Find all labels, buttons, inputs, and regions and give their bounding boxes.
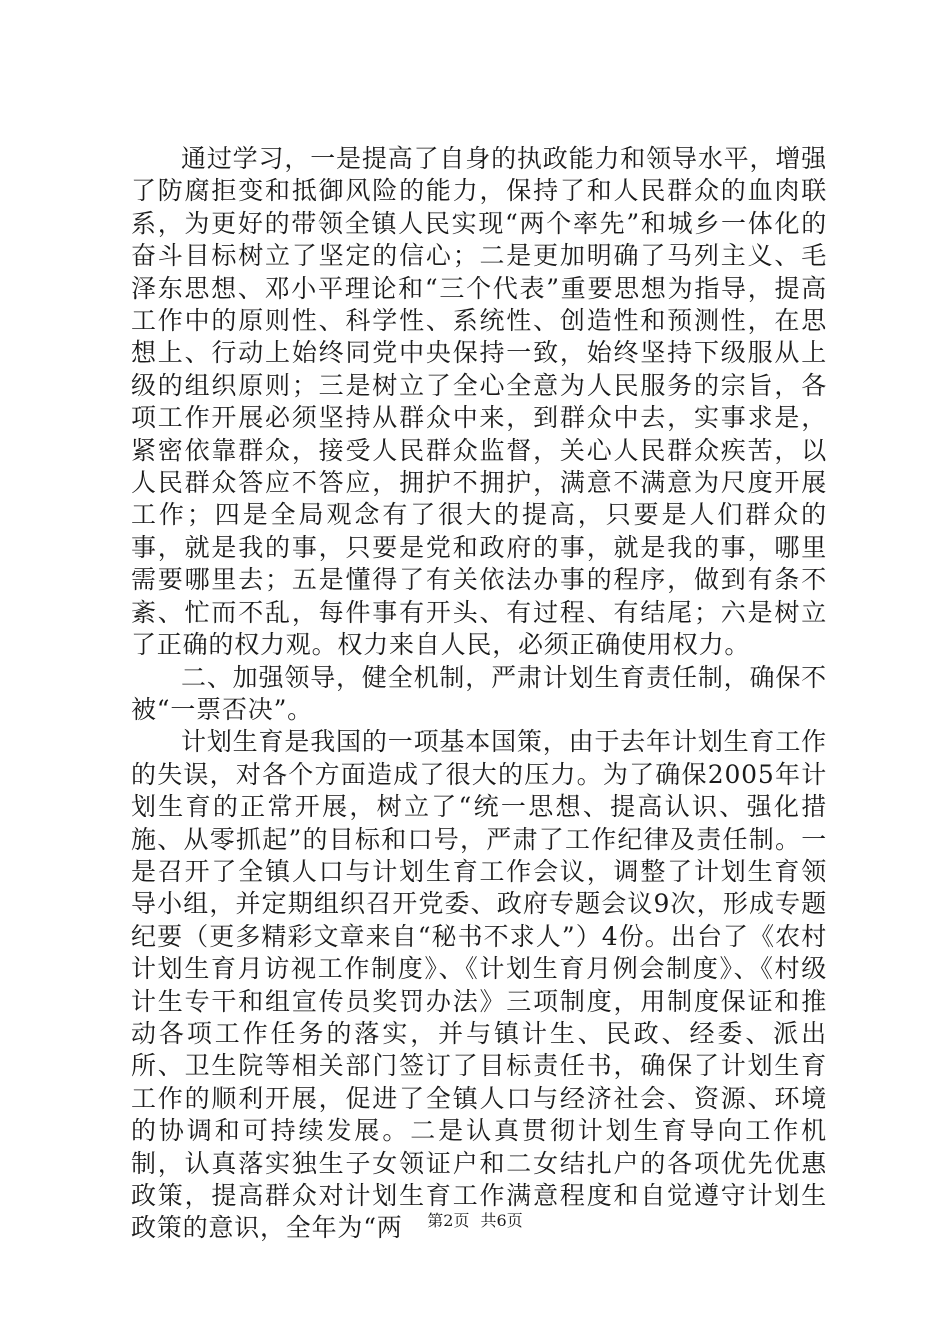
paragraph-section-heading: 二、加强领导，健全机制，严肃计划生育责任制，确保不被“一票否决”。 xyxy=(131,662,827,724)
page-number: 第2页 xyxy=(427,1211,470,1230)
paragraph-family-planning: 计划生育是我国的一项基本国策，由于去年计划生育工作的失误，对各个方面造成了很大的压力。为了确保2005年计划生育的正常开展，树立了“统一思想、提高认识、强化措施、从零抓起”的目标和口号，严肃了工作纪律及责任制。一是召开了全镇人口与计划生育工作会议，调整了计划生育领导小组，并定期组织召开党委、政府专题会议9次，形成专题纪要（更多精彩文章来自“秘书不求人”）4份。出台了《农村计划生育月访视工作制度》、《计划生育月例会制度》、《村级计生专干和组宣传员奖罚办法》三项制度，用制度保证和推动各项工作任务的落实，并与镇计生、民政、经委、派出所、卫生院等相关部门签订了目标责任书，确保了计划生育工作的顺利开展，促进了全镇人口与经济社会、资源、环境的协调和可持续发展。二是认真贯彻计划生育导向工作机制，认真落实独生子女领证户和二女结扎户的各项优先优惠政策，提高群众对计划生育工作满意程度和自觉遵守计划生政策的意识，全年为“两 xyxy=(131,727,827,1243)
document-body xyxy=(131,143,827,1245)
paragraph-study-results: 通过学习，一是提高了自身的执政能力和领导水平，增强了防腐拒变和抵御风险的能力，保持了和人民群众的血肉联系，为更好的带领全镇人民实现“两个率先”和城乡一体化的奋斗目标树立了坚定的信心；二是更加明确了马列主义、毛泽东思想、邓小平理论和“三个代表”重要思想为指导，提高工作中的原则性、科学性、系统性、创造性和预测性，在思想上、行动上始终同党中央保持一致，始终坚持下级服从上级的组织原则；三是树立了全心全意为人民服务的宗旨，各项工作开展必须坚持从群众中来，到群众中去，实事求是，紧密依靠群众，接受人民群众监督，关心人民群众疾苦，以人民群众答应不答应，拥护不拥护，满意不满意为尺度开展工作；四是全局观念有了很大的提高，只要是人们群众的事，就是我的事，只要是党和政府的事，就是我的事，哪里需要哪里去；五是懂得了有关依法办事的程序，做到有条不紊、忙而不乱，每件事有开头、有过程、有结尾；六是树立了正确的权力观。权力来自人民，必须正确使用权力。 xyxy=(131,144,827,660)
page-footer xyxy=(0,1210,950,1232)
page-total: 共6页 xyxy=(480,1211,523,1230)
